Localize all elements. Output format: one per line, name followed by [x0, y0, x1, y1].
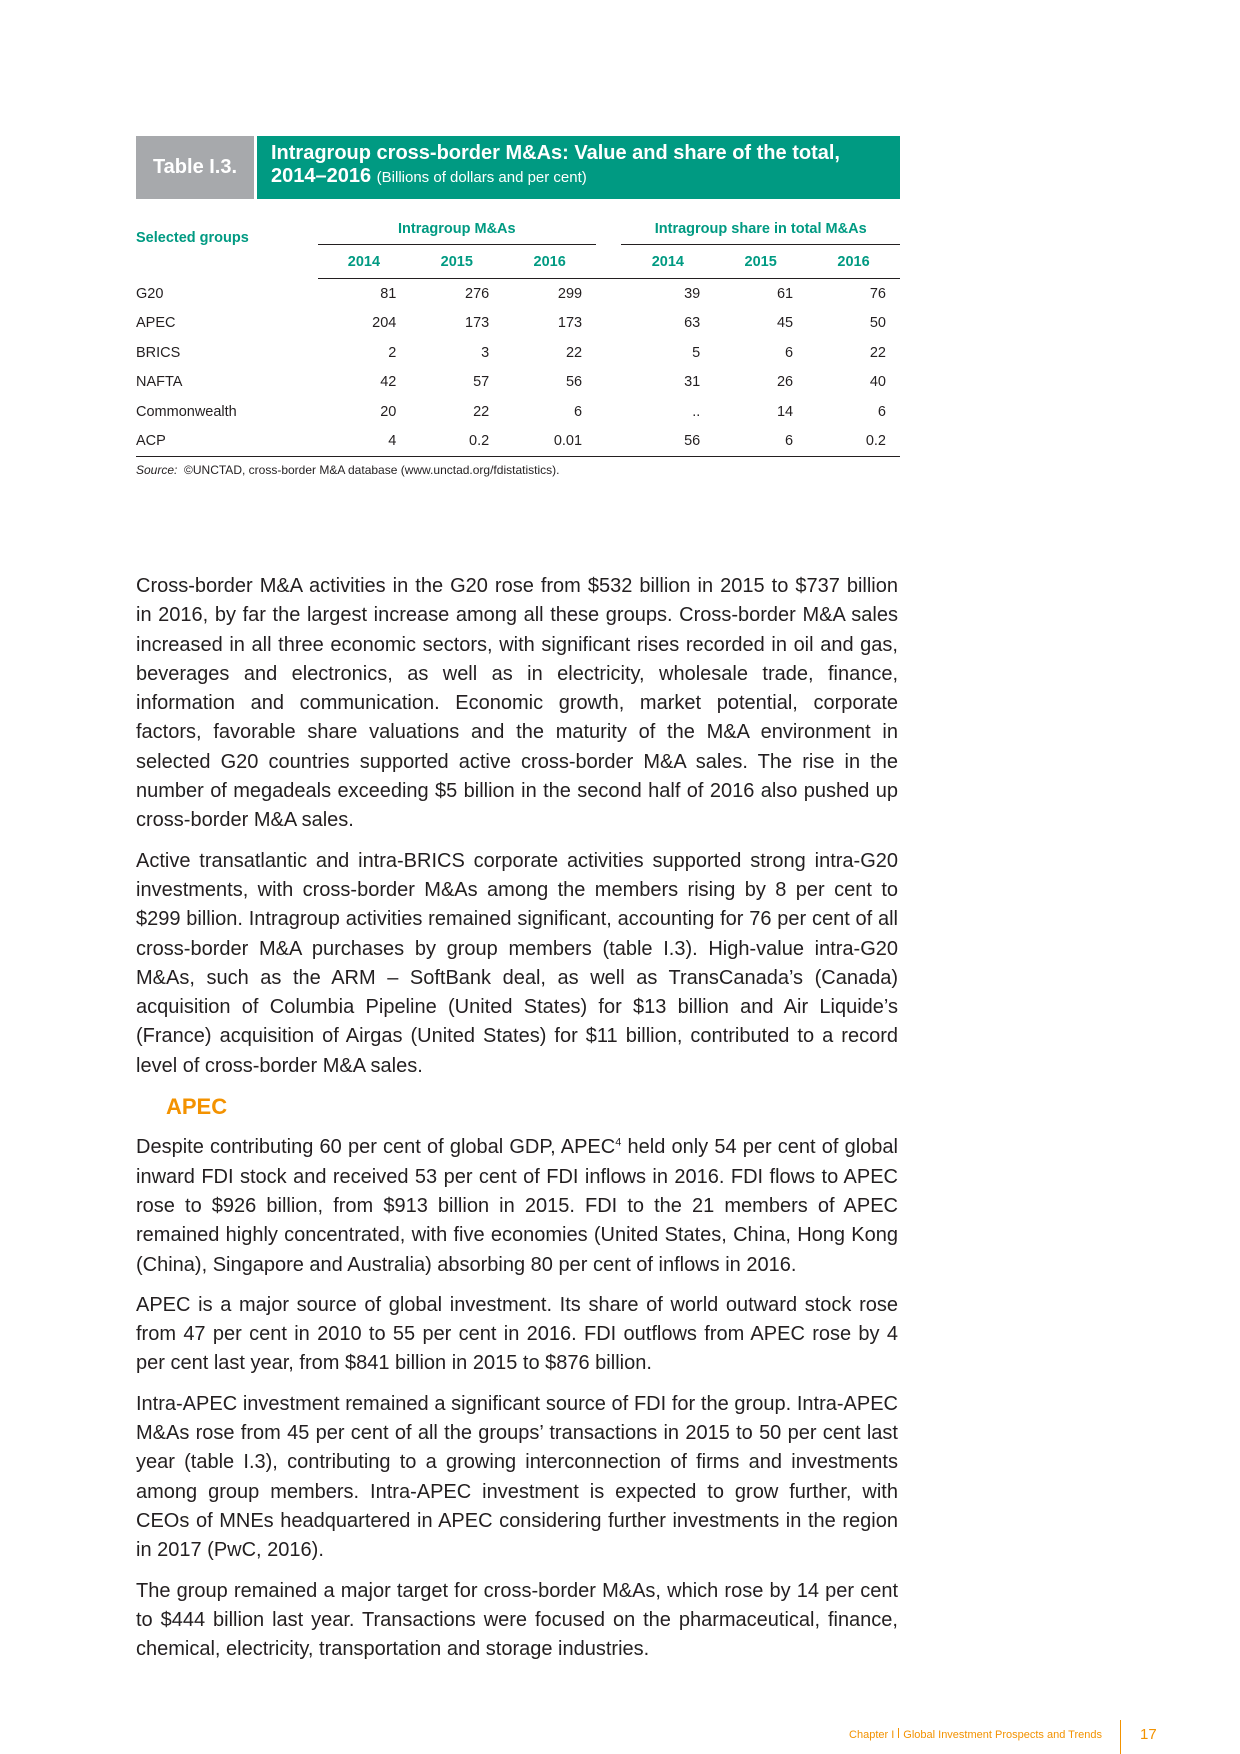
- footer-separator: [898, 1728, 899, 1738]
- table-row: [136, 309, 900, 339]
- table-label: Table I.3.: [136, 136, 254, 199]
- table-cell: 40: [869, 374, 886, 391]
- footnote-ref[interactable]: 4: [615, 1136, 622, 1149]
- source-text: ©UNCTAD, cross-border M&A database (www.unctad.org/fdistatistics).: [184, 463, 560, 477]
- table-cell: 22: [565, 344, 583, 361]
- footer-title: Global Investment Prospects and Trends: [903, 1729, 1102, 1741]
- table-row: [136, 397, 900, 427]
- table-cell: 299: [557, 285, 583, 302]
- year-header: 2015: [714, 245, 807, 279]
- table-cell: 0.01: [503, 427, 596, 457]
- table-cell: 173: [557, 315, 583, 332]
- selected-groups-header: Selected groups: [136, 230, 249, 246]
- section-heading-apec: APEC: [166, 1094, 228, 1120]
- table-cell: 61: [776, 285, 794, 302]
- table-cell: 63: [684, 315, 701, 332]
- paragraph: Cross-border M&A activities in the G20 rose from $532 billion in 2015 to $737 billion in 2016, by far the largest increase among all these groups. Cross-border M&A sales increased in all three economic sectors, with significant rises recorded in oil and gas, beverages and electronics, as well as in electricity, wholesale trade, finance, information and communication. Economic growth, market potential, corporate factors, favorable share valuations and the maturity of the M&A environment in selected G20 countries supported active cross-border M&A sales. The rise in the number of megadeals exceeding $5 billion in the second half of 2016 also pushed up cross-border M&A sales.: [136, 575, 898, 832]
- table-cell: 56: [621, 427, 714, 457]
- group-name: Commonwealth: [136, 403, 237, 420]
- footer-chapter: Chapter I: [849, 1729, 895, 1741]
- group-name: G20: [136, 285, 164, 302]
- table-cell: 22: [473, 403, 490, 420]
- paragraph: APEC is a major source of global investment. Its share of world outward stock rose from 47 per cent in 2010 to 55 per cent in 2016. FDI outflows from APEC rose by 4 per cent last year, from $841 billion in 2015 to $876 billion.: [136, 1293, 898, 1375]
- apec-p1-start: Despite contributing 60 per cent of global GDP, APEC: [136, 1136, 616, 1159]
- table-cell: 45: [776, 315, 794, 332]
- table-row: [136, 427, 900, 457]
- year-header: 2015: [410, 245, 503, 279]
- year-header: 2016: [503, 245, 596, 279]
- source-label: Source:: [136, 463, 178, 477]
- paragraph: Intra-APEC investment remained a significant source of FDI for the group. Intra-APEC M&As rose from 45 per cent of all the groups’ transactions in 2015 to 50 per cent last year (table I.3), contributing to a growing interconnection of firms and investments among group members. Intra-APEC investment is expected to grow further, with CEOs of MNEs headquartered in APEC considering further investments in the region in 2017 (PwC, 2016).: [136, 1392, 898, 1562]
- table-cell: 14: [776, 403, 794, 420]
- table-cell: 22: [869, 344, 886, 361]
- paragraph: The group remained a major target for cross-border M&As, which rose by 14 per cent to $444 billion last year. Transactions were focused on the pharmaceutical, finance, chemical, electricity, transportation and storage industries.: [136, 1579, 898, 1661]
- table-cell: 50: [869, 315, 886, 332]
- year-header: 2016: [807, 245, 900, 279]
- table-cell: 42: [380, 374, 397, 391]
- table-row: [136, 279, 900, 309]
- table-cell: 276: [465, 285, 490, 302]
- table-cell: 0.2: [410, 427, 503, 457]
- table-cell: 39: [684, 285, 701, 302]
- table-source: [136, 463, 559, 477]
- body-text: [136, 572, 898, 1675]
- share-header: Intragroup share in total M&As: [621, 214, 900, 245]
- table-cell: 204: [372, 315, 397, 332]
- table-cell: 6: [785, 344, 794, 361]
- group-name: ACP: [136, 427, 318, 457]
- group-name: NAFTA: [136, 374, 183, 391]
- table-cell: 81: [380, 285, 397, 302]
- data-table: [136, 214, 900, 457]
- table-cell: 3: [481, 344, 490, 361]
- year-header: 2014: [621, 245, 714, 279]
- table-cell: ..: [692, 403, 701, 420]
- table-cell: 20: [380, 403, 397, 420]
- page-footer: [849, 1728, 1102, 1741]
- paragraph: Active transatlantic and intra-BRICS corporate activities supported strong intra-G20 investments, with cross-border M&As among the members rising by 8 per cent to $299 billion. Intragroup activities remained significant, accounting for 76 per cent of all cross-border M&A purchases by group members (table I.3). High-value intra-G20 M&As, such as the ARM – SoftBank deal, as well as TransCanada’s (Canada) acquisition of Columbia Pipeline (United States) for $13 billion and Air Liquide’s (France) acquisition of Airgas (United States) for $11 billion, contributed to a record level of cross-border M&A sales.: [136, 849, 898, 1077]
- group-name: APEC: [136, 315, 176, 332]
- table-title-text: Intragroup cross-border M&As: Value and share of the total, 2014–2016: [271, 142, 840, 187]
- apec-p1-rest: held only 54 per cent of global inward FDI stock and received 53 per cent of FDI inflows in 2016. FDI flows to APEC rose to $926 billion, from $913 billion in 2015. FDI to the 21 members of APEC remained highly concentrated, with five economies (United States, China, Hong Kong (China), Singapore and Australia) absorbing 80 per cent of inflows in 2016.: [136, 1136, 898, 1276]
- table-cell: 56: [565, 374, 583, 391]
- table-cell: 5: [692, 344, 701, 361]
- table-cell: 57: [473, 374, 490, 391]
- group-name: BRICS: [136, 344, 181, 361]
- table-title: [257, 136, 900, 199]
- table-units: (Billions of dollars and per cent): [376, 169, 587, 186]
- table-header: [136, 136, 900, 199]
- table-cell: 4: [318, 427, 411, 457]
- table-cell: 6: [714, 427, 807, 457]
- table-row: [136, 368, 900, 398]
- table-cell: 2: [388, 344, 397, 361]
- table-cell: 6: [877, 403, 886, 420]
- table-cell: 173: [465, 315, 490, 332]
- page-number: 17: [1140, 1726, 1157, 1743]
- paragraph: [136, 1133, 898, 1279]
- table-row: [136, 338, 900, 368]
- table-cell: 26: [776, 374, 794, 391]
- footer-divider: [1120, 1720, 1121, 1754]
- table-cell: 31: [684, 374, 701, 391]
- year-header: 2014: [318, 245, 411, 279]
- table-cell: 6: [574, 403, 583, 420]
- table-cell: 0.2: [807, 427, 900, 457]
- table-cell: 76: [869, 285, 886, 302]
- intragroup-header: Intragroup M&As: [318, 214, 597, 245]
